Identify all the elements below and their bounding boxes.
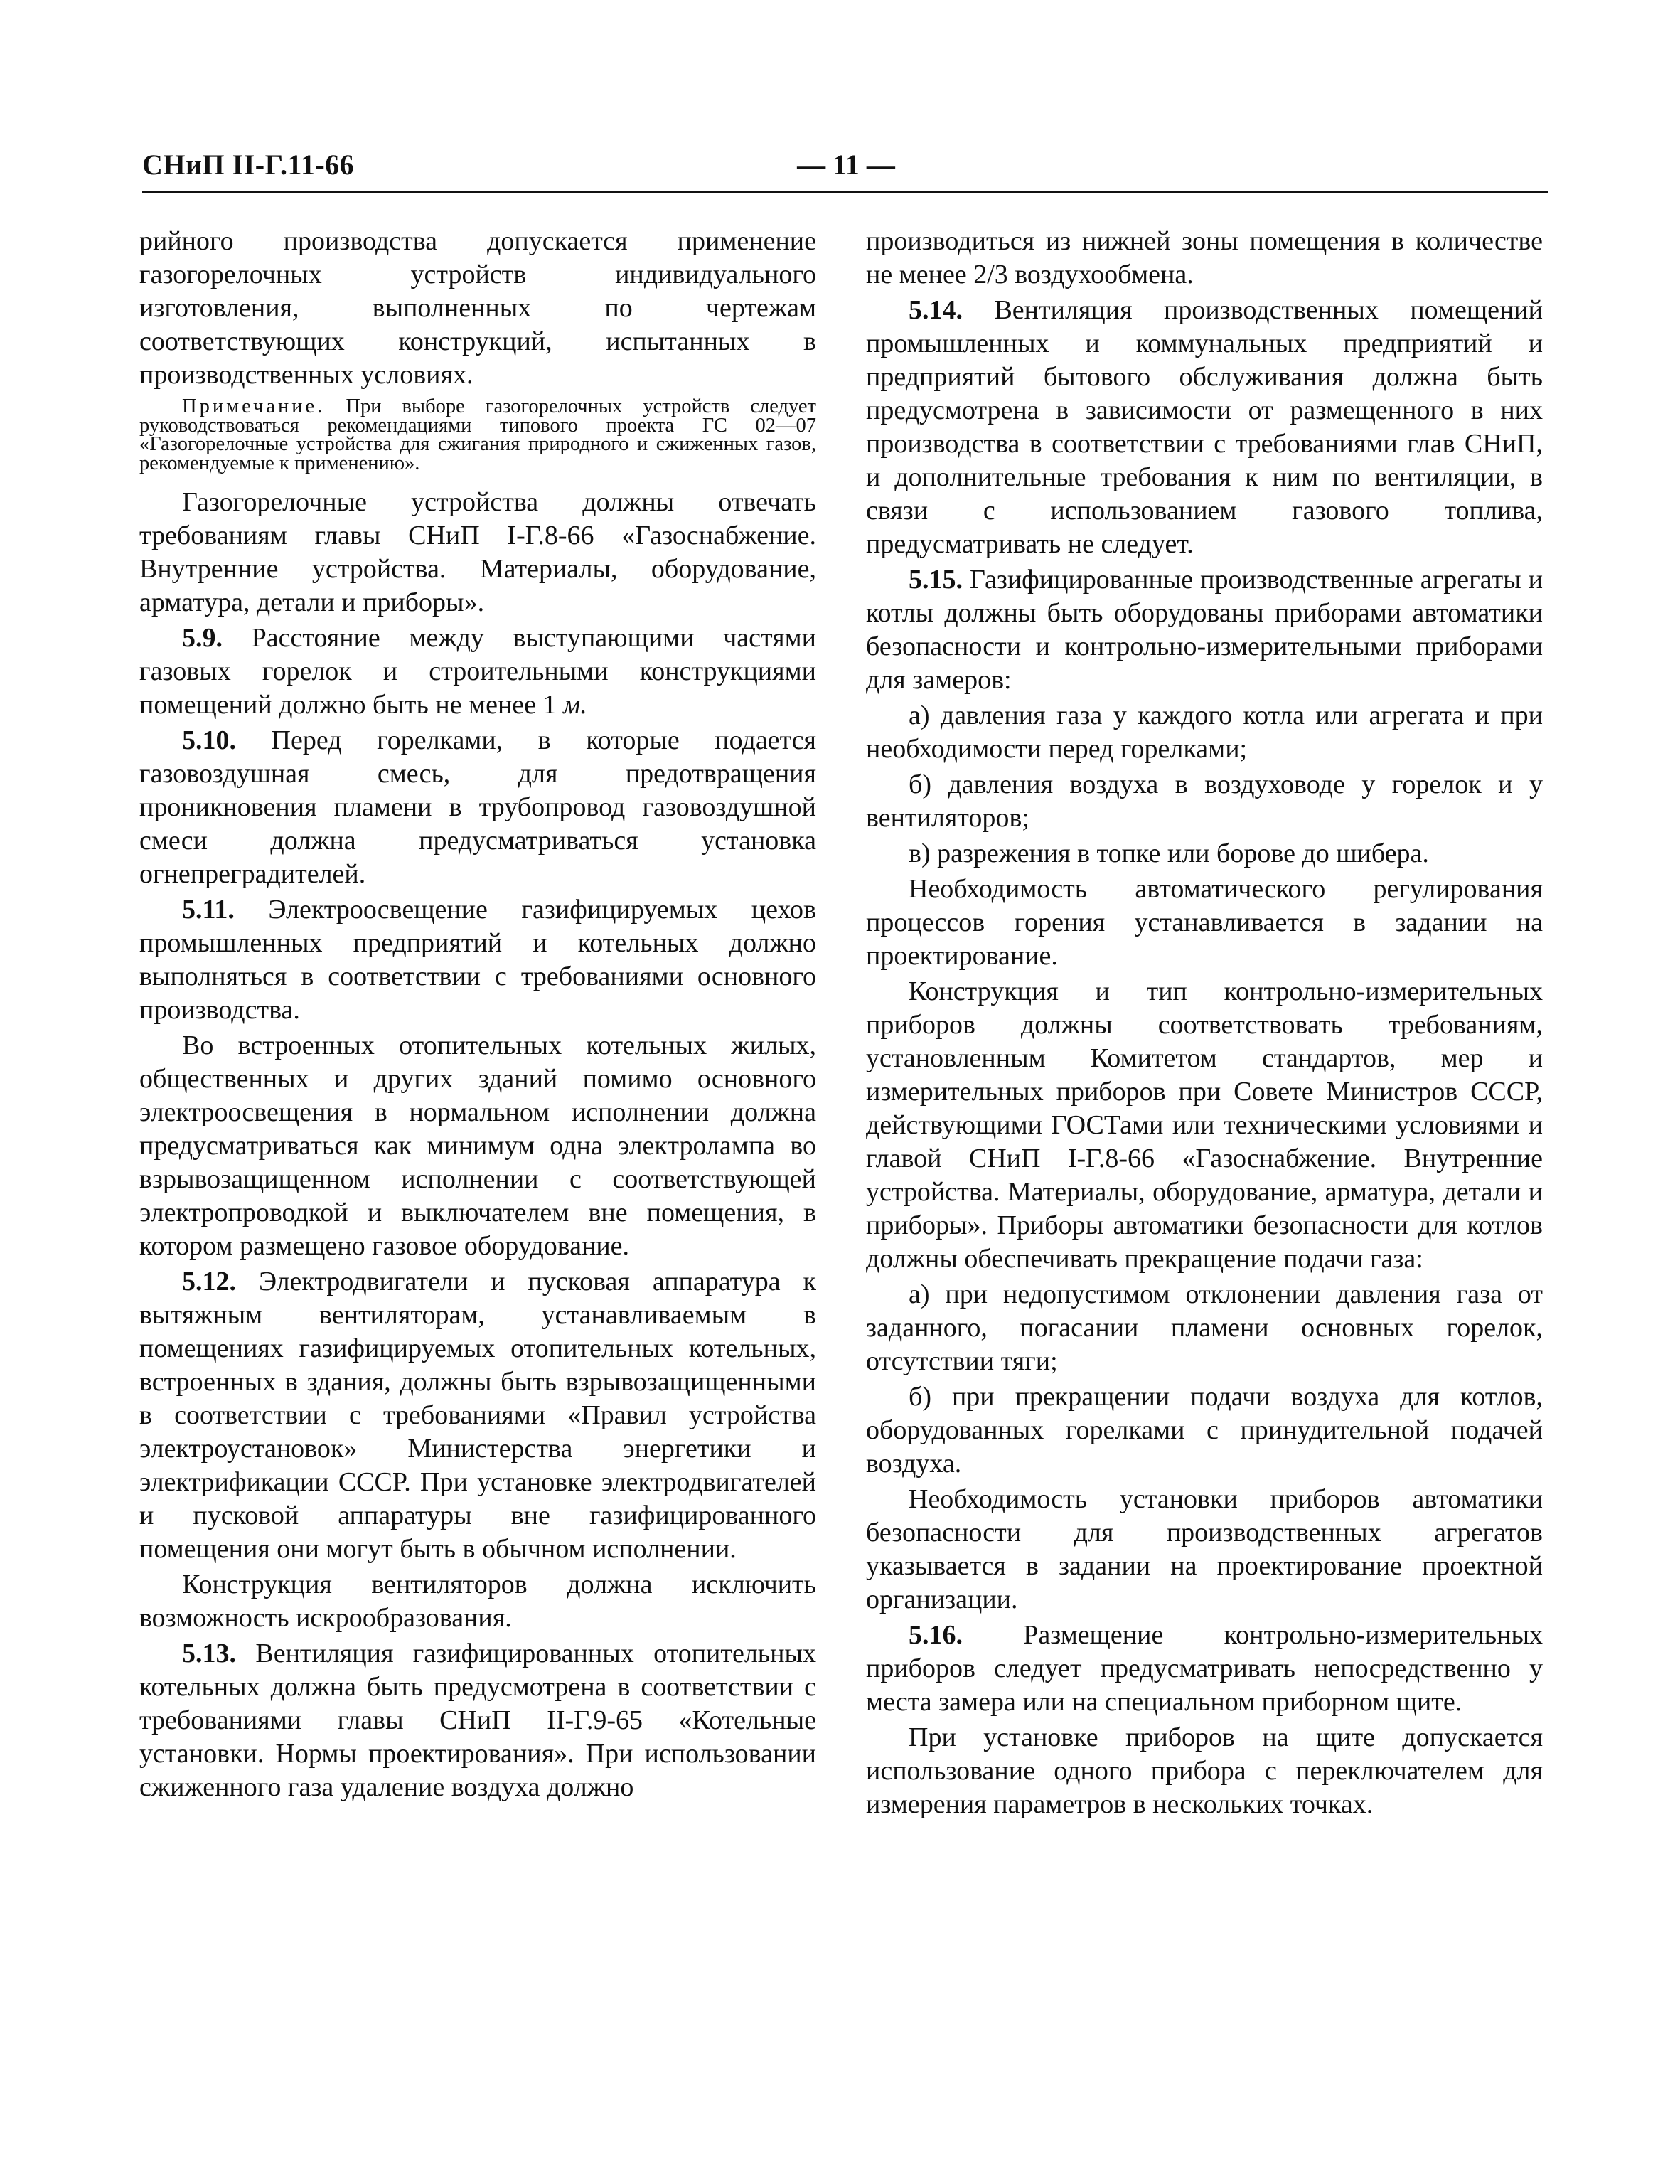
clause-number: 5.13. [182,1639,236,1668]
clause-number: 5.15. [909,565,963,595]
paragraph: рийного производства допускается применение газогорелочных устройств индивидуального изготовления, выполненных по чертежам соответствующих конструкций, испытанных в производственных условиях. [139,226,816,390]
text: воздухообмена. [1007,260,1194,289]
note-label: Примечание. [182,395,326,417]
list-item: б) при прекращении подачи воздуха для котлов, оборудованных горелками с принудительной подачей воздуха. [866,1382,1543,1479]
clause-text: Вентиляция производственных помещений промышленных и коммунальных предприятий и предприятий бытового обслуживания должна быть предусмотрена в зависимости от размещенного в них производства в соответствии с требованиями глав СНиП, и дополнительные требования к ним по вентиляции, в связи с использованием газового топлива, предусматривать не следует. [866,295,1543,559]
page-number: — 11 — [797,149,895,181]
clause-5-15 [866,563,1543,697]
paragraph: Во встроенных отопительных котельных жилых, общественных и других зданий помимо основного электроосвещения в нормальном исполнении должна предусматриваться как минимум одна электролампа во взрывозащищенном исполнении с соответствующей электропроводкой и выключателем вне помещения, в котором размещено газовое оборудование. [139,1030,816,1261]
fraction: 2/3 [973,260,1008,289]
paragraph [866,225,1543,292]
clause-number: 5.12. [182,1267,236,1296]
text: производиться из нижней зоны помещения в количестве не менее [866,226,1543,289]
clause-number: 5.11. [182,895,235,925]
clause-text: Электродвигатели и пусковая аппаратура к вытяжным вентиляторам, устанавливаемым в помещениях газифицируемых отопительных котельных, встроенных в здания, должны быть взрывозащищенными в соответствии с требованиями «Правил устройства электроустановок» Министерства энергетики и электрификации СССР. При установке электродвигателей и пусковой аппаратуры вне газифицированного помещения они могут быть в обычном исполнении. [139,1267,816,1564]
note-text: При выборе газогорелочных устройств следует руководствоваться рекомендациями типового проекта ГС 02—07 «Газогорелочные устройства для сжигания природного и сжиженных газов, рекомендуемые к применению». [139,395,816,474]
paragraph: Конструкция вентиляторов должна исключить возможность искрообразования. [139,1570,816,1633]
note [139,395,816,474]
clause-5-16 [866,1619,1543,1719]
clause-5-9 [139,622,816,722]
clause-5-11 [139,893,816,1027]
list-item: в) разрежения в топке или борове до шибера. [909,838,1429,868]
clause-text: Расстояние между выступающими частями газовых горелок и строительными конструкциями помещений должно быть не менее 1 [139,623,816,720]
list-item: б) давления воздуха в воздуховоде у горелок и у вентиляторов; [866,769,1543,833]
clause-number: 5.16. [909,1620,963,1650]
clause-5-14 [866,294,1543,561]
document-code: СНиП II-Г.11-66 [142,149,355,181]
clause-5-10 [139,724,816,891]
right-column [866,225,1543,1823]
paragraph: Необходимость установки приборов автоматики безопасности для производственных агрегатов указывается в задании на проектирование проектной организации. [866,1484,1543,1614]
clause-text: Размещение контрольно-измерительных приборов следует предусматривать непосредственно у места замера или на специальном приборном щите. [866,1620,1543,1717]
list-item: а) при недопустимом отклонении давления газа от заданного, погасании пламени основных горелок, отсутствии тяги; [866,1279,1543,1376]
paragraph: Конструкция и тип контрольно-измерительных приборов должны соответствовать требованиям, установленным Комитетом стандартов, мер и измерительных приборов при Совете Министров СССР, действующими ГОСТами или техническими условиями и главой СНиП I-Г.8-66 «Газоснабжение. Внутренние устройства. Материалы, оборудование, арматура, детали и приборы». Приборы автоматики безопасности для котлов должны обеспечивать прекращение подачи газа: [866,976,1543,1274]
clause-5-13 [139,1637,816,1804]
clause-5-12 [139,1265,816,1566]
clause-text: Газифицированные производственные агрегаты и котлы должны быть оборудованы приборами автоматики безопасности и контрольно-измерительными приборами для замеров: [866,565,1543,695]
unit: м. [563,690,587,720]
page-header [142,148,1550,191]
paragraph: Газогорелочные устройства должны отвечать требованиям главы СНиП I-Г.8-66 «Газоснабжение. Внутренние устройства. Материалы, оборудование, арматура, детали и приборы». [139,487,816,617]
clause-text: Перед горелками, в которые подается газовоздушная смесь, для предотвращения проникновения пламени в трубопровод газовоздушной смеси должна предусматриваться установка огнепреградителей. [139,725,816,889]
paragraph: Необходимость автоматического регулирования процессов горения устанавливается в задании на проектирование. [866,874,1543,971]
clause-number: 5.10. [182,725,236,755]
paragraph: При установке приборов на щите допускается использование одного прибора с переключателем для измерения параметров в нескольких точках. [866,1722,1543,1819]
clause-number: 5.9. [182,623,223,653]
clause-text: Электроосвещение газифицируемых цехов промышленных предприятий и котельных должно выполняться в соответствии с требованиями основного производства. [139,895,816,1025]
clause-number: 5.14. [909,295,963,325]
list-item: а) давления газа у каждого котла или агрегата и при необходимости перед горелками; [866,701,1543,764]
clause-text: Вентиляция газифицированных отопительных котельных должна быть предусмотрена в соответствии с требованиями главы СНиП II-Г.9-65 «Котельные установки. Нормы проектирования». При использовании сжиженного газа удаление воздуха должно [139,1639,816,1802]
left-column [139,225,816,1806]
header-rule [142,191,1548,193]
